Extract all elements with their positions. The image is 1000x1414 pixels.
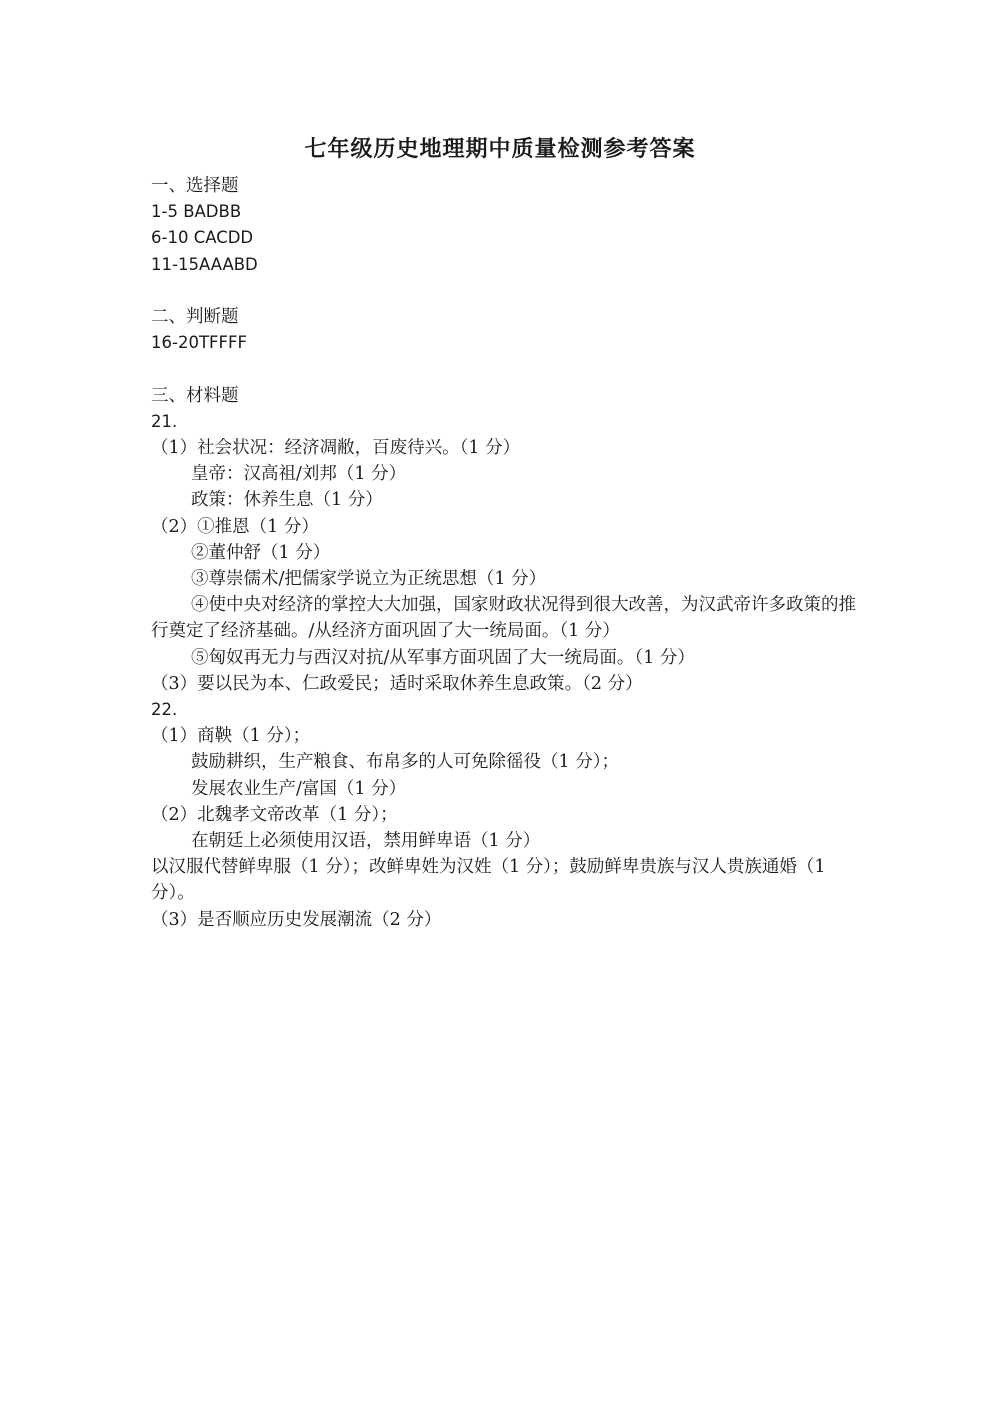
q21-part2-item5: ⑤匈奴再无力与西汉对抗/从军事方面巩固了大一统局面。（1 分） <box>191 647 695 668</box>
q21-part1-policy: 政策：休养生息（1 分） <box>191 490 383 511</box>
choice-answers-1-5: 1-5 BADBB <box>151 202 242 222</box>
choice-answers-11-15: 11-15AAABD <box>151 254 258 274</box>
section-material-heading: 三、材料题 <box>151 385 239 406</box>
q21-part2-item3: ③尊崇儒术/把儒家学说立为正统思想（1 分） <box>191 569 547 590</box>
judgment-answers-16-20: 16-20TFFFF <box>151 333 247 353</box>
q22-part1: （1）商鞅（1 分）； <box>151 726 311 747</box>
q22-part2: （2）北魏孝文帝改革（1 分）； <box>151 804 398 825</box>
q22-part1-measure: 鼓励耕织，生产粮食、布帛多的人可免除徭役（1 分）； <box>191 752 619 773</box>
answer-content <box>151 173 871 933</box>
q21-part3: （3）要以民为本、仁政爱民；适时采取休养生息政策。（2 分） <box>151 673 643 694</box>
question-22-number: 22. <box>151 700 178 720</box>
q22-part1-purpose: 发展农业生产/富国（1 分） <box>191 778 407 799</box>
q22-part2-language: 在朝廷上必须使用汉语，禁用鲜卑语（1 分） <box>191 831 541 852</box>
q21-part2: （2）①推恩（1 分） <box>151 516 319 537</box>
spacer <box>151 356 871 382</box>
page-title: 七年级历史地理期中质量检测参考答案 <box>304 137 696 162</box>
q21-part2-item4: ④使中央对经济的掌控大大加强，国家财政状况得到很大改善，为汉武帝许多政策的推行奠定了经济基础。/从经济方面巩固了大一统局面。（1 分） <box>151 595 856 642</box>
q21-part1: （1）社会状况：经济凋敝，百废待兴。（1 分） <box>151 438 521 458</box>
q22-part3: （3）是否顺应历史发展潮流（2 分） <box>151 909 442 930</box>
section-choice-heading: 一、选择题 <box>151 176 239 196</box>
section-judgment-heading: 二、判断题 <box>151 307 239 327</box>
q21-part2-item2: ②董仲舒（1 分） <box>191 542 331 563</box>
question-21-number: 21. <box>151 411 178 431</box>
spacer <box>151 278 871 304</box>
q21-part1-emperor: 皇帝：汉高祖/刘邦（1 分） <box>191 464 407 485</box>
q22-part2-customs: 以汉服代替鲜卑服（1 分）；改鲜卑姓为汉姓（1 分）；鼓励鲜卑贵族与汉人贵族通婚（1 分）。 <box>151 857 826 904</box>
choice-answers-6-10: 6-10 CACDD <box>151 228 254 248</box>
